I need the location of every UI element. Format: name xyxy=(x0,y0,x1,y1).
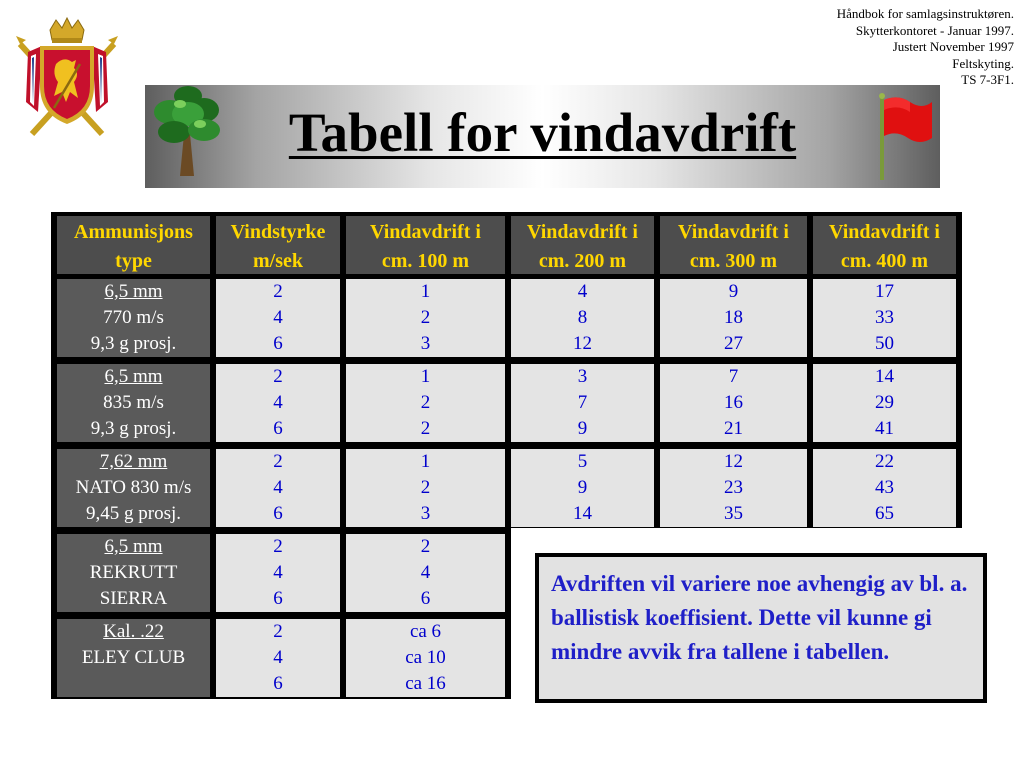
value-cell-text: 3 xyxy=(577,366,588,387)
ammo-label: 9,3 g prosj. xyxy=(57,331,210,357)
value-cell-text: 6 xyxy=(273,673,283,694)
title-banner xyxy=(145,85,940,188)
header-line-2: type xyxy=(115,250,152,272)
value-cell-text: 33 xyxy=(875,307,894,328)
value-cell-text: 12 xyxy=(573,333,592,354)
value-cell-text: 1 xyxy=(420,451,431,472)
value-cell-text: ca 10 xyxy=(405,647,446,668)
value-cell-text: 35 xyxy=(724,503,743,524)
ammo-label: 9,45 g prosj. xyxy=(57,501,210,527)
header-line-1: Vindavdrift i xyxy=(370,221,481,243)
value-cell-text: 5 xyxy=(577,451,588,472)
value-cell-text: 9 xyxy=(577,418,588,439)
value-cell-text: 2 xyxy=(273,366,283,387)
value-cell-text: 50 xyxy=(875,333,894,354)
header-line-2: cm. 100 m xyxy=(381,250,470,272)
note-text: Avdriften vil variere noe avhengig av bl. a. ballistisk koeffisient. Dette vil kunne gi mindre avvik fra tallene i tabellen. xyxy=(551,571,968,664)
value-cell-text: 1 xyxy=(420,366,431,387)
note-box xyxy=(535,553,987,703)
value-cell-text: 14 xyxy=(875,366,894,387)
value-cell-text: 43 xyxy=(875,477,894,498)
value-cell-text: 2 xyxy=(420,307,431,328)
ammo-label: ELEY CLUB xyxy=(57,645,210,671)
header-cell xyxy=(511,216,654,274)
value-cell-text: 1 xyxy=(420,281,431,302)
value-cell-text: 9 xyxy=(728,281,739,302)
value-cell-text: 4 xyxy=(420,562,431,583)
value-cell-text: 27 xyxy=(724,333,743,354)
value-cell-text: 3 xyxy=(420,503,431,524)
ammo-label: 6,5 mm xyxy=(57,534,210,560)
header-note-line-3: Justert November 1997 xyxy=(892,39,1014,54)
tree-icon xyxy=(150,84,226,180)
page-title: Tabell for vindavdrift xyxy=(288,102,797,163)
value-cell-text: 2 xyxy=(420,418,431,439)
header-cell xyxy=(813,216,956,274)
value-cell-text: 2 xyxy=(273,451,283,472)
value-cell-text: 23 xyxy=(724,477,743,498)
value-cell-text: 2 xyxy=(420,536,431,557)
ammo-label xyxy=(57,671,210,697)
header-line-1: Vindavdrift i xyxy=(829,221,940,243)
header-note xyxy=(837,6,1014,89)
ammo-label: REKRUTT xyxy=(57,560,210,586)
ammo-label: 835 m/s xyxy=(57,390,210,416)
value-cell-text: 4 xyxy=(273,307,283,328)
header-note-line-2: Skytterkontoret - Januar 1997. xyxy=(855,22,1014,38)
value-cell-text: 4 xyxy=(577,281,588,302)
value-cell-text: 2 xyxy=(420,477,431,498)
value-cell-text: 12 xyxy=(724,451,743,472)
value-cell-text: 6 xyxy=(420,588,431,609)
value-cell-text: 2 xyxy=(273,536,283,557)
value-cell-text: 65 xyxy=(875,503,894,524)
value-cell-text: 4 xyxy=(273,647,283,668)
header-cell xyxy=(57,216,210,274)
header-line-2: cm. 400 m xyxy=(840,250,929,272)
value-cell-text: 3 xyxy=(420,333,431,354)
header-cell xyxy=(216,216,340,274)
value-cell-text: 18 xyxy=(724,307,743,328)
value-cell-text: ca 16 xyxy=(405,673,446,694)
header-note-line-5: TS 7-3F1. xyxy=(961,72,1014,87)
header-line-2: cm. 200 m xyxy=(538,250,627,272)
value-cell-text: 29 xyxy=(875,392,894,413)
header-note-line-1: Håndbok for samlagsinstruktøren. xyxy=(836,6,1014,21)
value-cell-text: 8 xyxy=(577,307,588,328)
value-cell-text: 7 xyxy=(577,392,588,413)
header-line-1: Vindavdrift i xyxy=(527,221,638,243)
value-cell-text: 2 xyxy=(273,281,283,302)
value-cell-text: 2 xyxy=(420,392,431,413)
value-cell-text: 2 xyxy=(273,621,283,642)
value-cell-text: 17 xyxy=(875,281,894,302)
ammo-label: 6,5 mm xyxy=(57,279,210,305)
ammo-label: 6,5 mm xyxy=(57,364,210,390)
ammo-label: 7,62 mm xyxy=(57,449,210,475)
header-line-2: cm. 300 m xyxy=(689,250,778,272)
value-cell-text: 4 xyxy=(273,392,283,413)
value-cell-text: 6 xyxy=(273,333,283,354)
emblem-icon xyxy=(14,16,120,138)
value-cell-text: 6 xyxy=(273,503,283,524)
ammo-label: Kal. .22 xyxy=(57,619,210,645)
ammo-label: NATO 830 m/s xyxy=(57,475,210,501)
value-cell-text: 7 xyxy=(728,366,739,387)
value-cell-text: 41 xyxy=(875,418,894,439)
value-cell-text: 22 xyxy=(875,451,894,472)
value-cell-text: 21 xyxy=(724,418,743,439)
value-cell-text: 4 xyxy=(273,562,283,583)
header-note-line-4: Feltskyting. xyxy=(952,55,1014,71)
ammo-label: SIERRA xyxy=(57,586,210,612)
ammo-label: 770 m/s xyxy=(57,305,210,331)
header-cell xyxy=(660,216,807,274)
value-cell-text: 6 xyxy=(273,418,283,439)
value-cell-text: 14 xyxy=(573,503,592,524)
header-line-1: Vindavdrift i xyxy=(678,221,789,243)
value-cell-text: 4 xyxy=(273,477,283,498)
value-cell-text: 9 xyxy=(577,477,588,498)
header-line-2: m/sek xyxy=(253,250,303,272)
value-cell-text: 16 xyxy=(724,392,743,413)
value-cell-text: 6 xyxy=(273,588,283,609)
header-line-1: Vindstyrke xyxy=(230,221,326,243)
ammo-label: 9,3 g prosj. xyxy=(57,416,210,442)
header-line-1: Ammunisjons xyxy=(74,221,193,243)
value-cell-text: ca 6 xyxy=(409,621,442,642)
header-cell xyxy=(346,216,505,274)
flag-icon xyxy=(874,92,936,182)
